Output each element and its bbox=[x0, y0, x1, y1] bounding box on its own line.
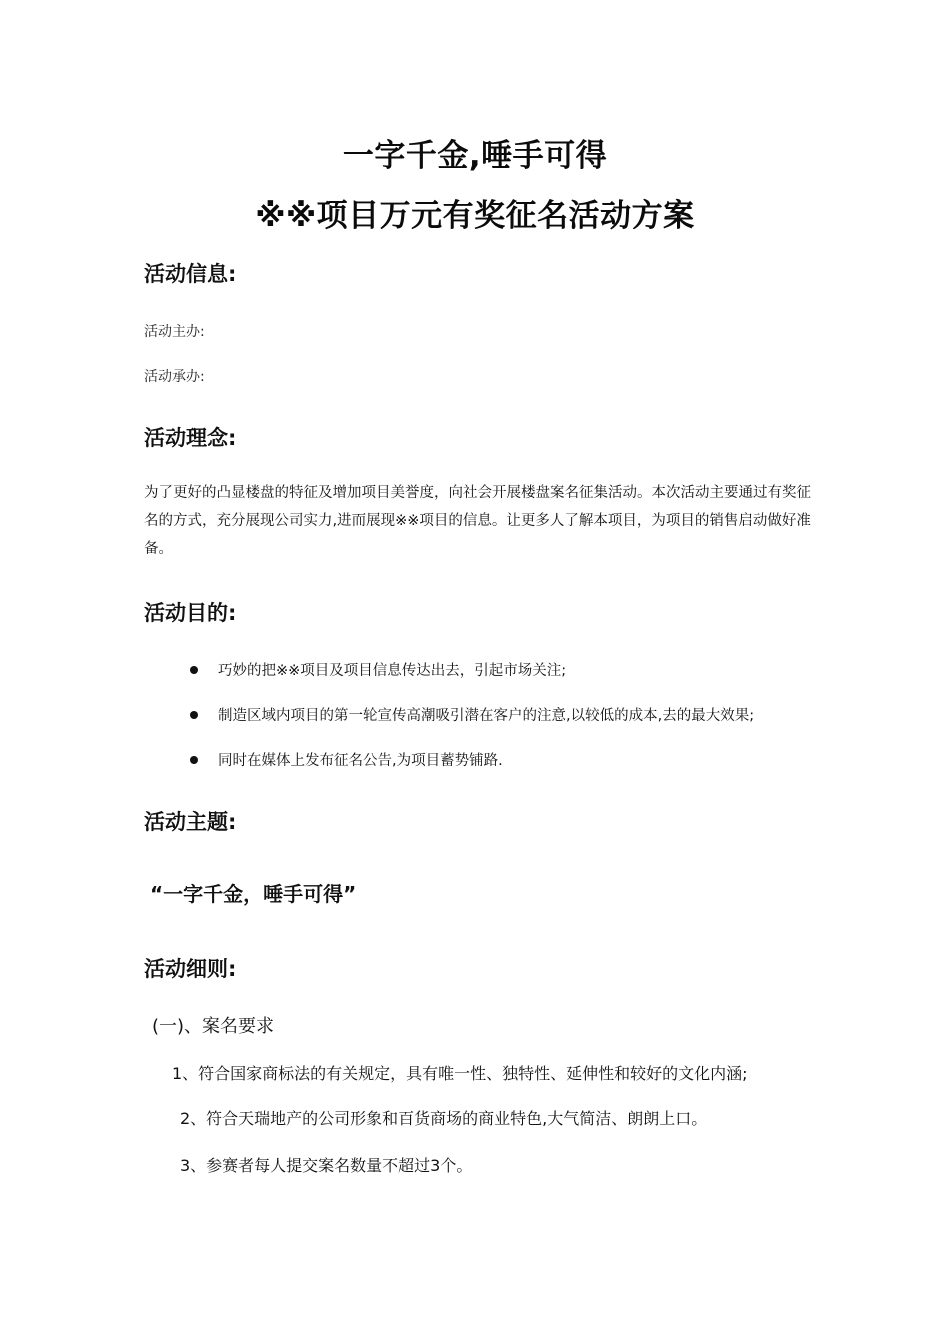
bullet-icon bbox=[190, 711, 198, 719]
goal-item-text: 同时在媒体上发布征名公告,为项目蓄势铺路. bbox=[218, 753, 503, 769]
requirement-item: 2、符合天瑞地产的公司形象和百货商场的商业特色,大气简洁、朗朗上口。 bbox=[180, 1109, 708, 1128]
heading-activity-concept: 活动理念: bbox=[144, 426, 237, 450]
activity-host-label: 活动主办: bbox=[144, 324, 205, 340]
theme-slogan: “一字千金，唾手可得” bbox=[150, 882, 357, 906]
goal-item-text: 制造区域内项目的第一轮宣传高潮吸引潜在客户的注意,以较低的成本,去的最大效果; bbox=[218, 708, 755, 724]
heading-activity-rules: 活动细则: bbox=[144, 957, 237, 981]
goal-item bbox=[190, 659, 566, 680]
heading-activity-theme: 活动主题: bbox=[144, 810, 237, 834]
requirement-item: 1、符合国家商标法的有关规定，具有唯一性、独特性、延伸性和较好的文化内涵; bbox=[172, 1064, 748, 1083]
bullet-icon bbox=[190, 756, 198, 764]
document-subtitle: ※※项目万元有奖征名活动方案 bbox=[255, 198, 695, 234]
goal-item-text: 巧妙的把※※项目及项目信息传达出去，引起市场关注; bbox=[218, 663, 567, 679]
rules-section-title: (一)、案名要求 bbox=[152, 1016, 275, 1037]
bullet-icon bbox=[190, 666, 198, 674]
concept-paragraph: 为了更好的凸显楼盘的特征及增加项目美誉度，向社会开展楼盘案名征集活动。本次活动主要通过有奖征名的方式，充分展现公司实力,进而展现※※项目的信息。让更多人了解本项目，为项目的销售启动做好准备。 bbox=[144, 485, 811, 557]
heading-activity-goals: 活动目的: bbox=[144, 601, 237, 625]
goal-item bbox=[190, 704, 754, 725]
heading-activity-info: 活动信息: bbox=[144, 262, 237, 286]
activity-organizer-label: 活动承办: bbox=[144, 369, 205, 385]
requirement-item: 3、参赛者每人提交案名数量不超过3个。 bbox=[180, 1156, 473, 1175]
document-title: 一字千金,唾手可得 bbox=[342, 138, 608, 174]
goal-item bbox=[190, 749, 503, 770]
